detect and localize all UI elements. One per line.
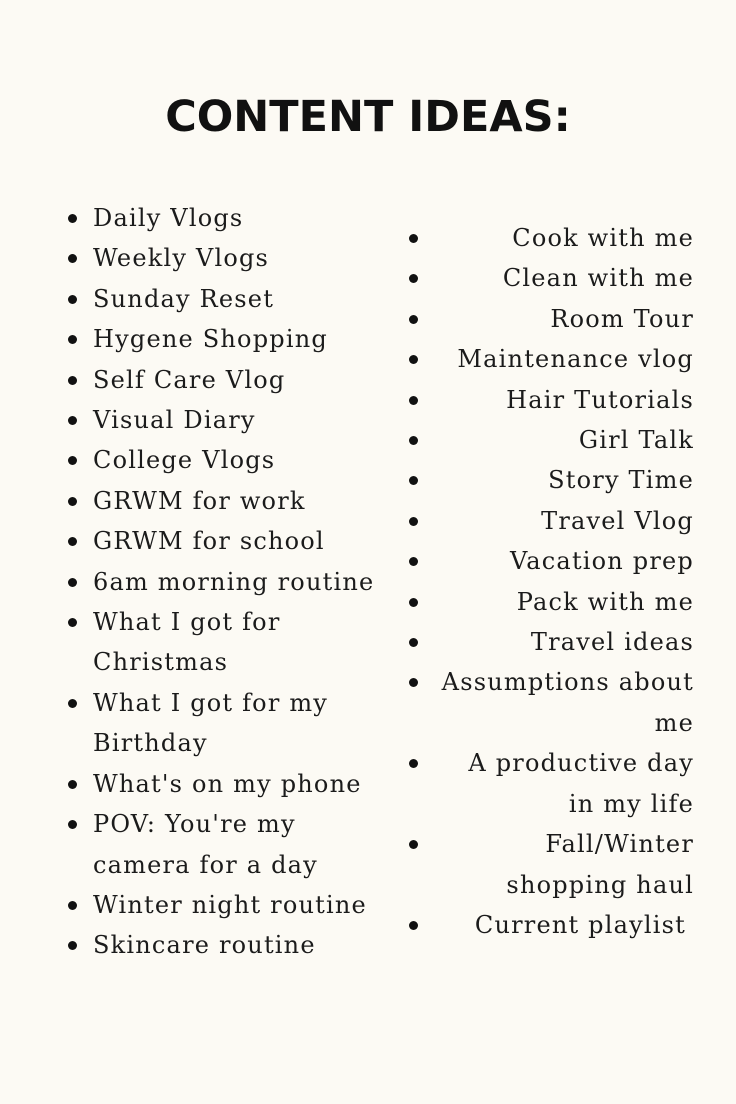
list-item	[405, 743, 694, 824]
list-item	[68, 319, 388, 359]
bullet-icon	[409, 517, 418, 526]
list-item	[405, 460, 694, 500]
list-item-text: Girl Talk	[578, 426, 694, 455]
list-item	[68, 400, 388, 440]
bullet-icon	[68, 376, 77, 385]
left-content-list	[68, 198, 388, 966]
bullet-icon	[68, 335, 77, 344]
bullet-icon	[409, 638, 418, 647]
list-item	[405, 662, 694, 743]
list-item	[68, 885, 388, 925]
bullet-icon	[409, 436, 418, 445]
list-item	[68, 925, 388, 965]
list-item-text: Winter night routine	[93, 890, 367, 919]
list-item-text: Self Care Vlog	[93, 365, 286, 394]
list-item-text: Vacation prep	[509, 547, 694, 576]
list-item-text: Cook with me	[512, 224, 694, 252]
bullet-icon	[409, 355, 418, 364]
bullet-icon	[68, 416, 77, 425]
list-item-text: Travel Vlog	[541, 506, 694, 535]
list-item	[405, 501, 694, 541]
list-item-text: Pack with me	[516, 587, 694, 616]
bullet-icon	[68, 901, 77, 910]
bullet-icon	[409, 396, 418, 405]
list-item-text: Fall/Winter shopping haul	[506, 830, 694, 899]
list-item-text: Assumptions about me	[441, 668, 694, 737]
bullet-icon	[68, 254, 77, 263]
list-item	[68, 804, 388, 885]
list-item	[68, 562, 388, 602]
bullet-icon	[68, 941, 77, 950]
list-item	[405, 258, 694, 298]
list-item-text: POV: You're my camera for a day	[93, 810, 318, 879]
bullet-icon	[68, 214, 77, 223]
list-item	[68, 683, 388, 764]
bullet-icon	[68, 295, 77, 304]
list-item	[68, 440, 388, 480]
list-item	[405, 622, 694, 662]
list-item-text: GRWM for school	[93, 527, 325, 556]
right-content-list	[405, 218, 694, 945]
list-item-text: Room Tour	[550, 304, 694, 333]
bullet-icon	[68, 618, 77, 627]
list-item-text: Clean with me	[502, 264, 694, 293]
list-item	[68, 360, 388, 400]
list-item-text: Hair Tutorials	[506, 385, 694, 414]
list-item-text: What I got for my Birthday	[93, 688, 329, 758]
bullet-icon	[68, 578, 77, 587]
bullet-icon	[409, 598, 418, 607]
list-item	[405, 218, 694, 258]
list-item	[68, 238, 388, 278]
list-item-text: Current playlist	[474, 910, 686, 939]
bullet-icon	[409, 234, 418, 243]
bullet-icon	[68, 497, 77, 506]
list-item-text: What's on my phone	[93, 769, 362, 798]
list-item	[405, 380, 694, 420]
list-item-text: Skincare routine	[93, 931, 316, 960]
bullet-icon	[409, 557, 418, 566]
list-item	[405, 582, 694, 622]
list-item	[405, 541, 694, 581]
bullet-icon	[68, 699, 77, 708]
bullet-icon	[68, 456, 77, 465]
list-item	[68, 198, 388, 238]
list-item-text: Travel ideas	[530, 628, 694, 657]
bullet-icon	[409, 315, 418, 324]
list-item-text: 6am morning routine	[93, 567, 375, 596]
list-item-text: Daily Vlogs	[93, 204, 244, 232]
bullet-icon	[409, 274, 418, 283]
list-item	[405, 905, 694, 945]
list-item	[68, 279, 388, 319]
bullet-icon	[409, 678, 418, 687]
list-item-text: Story Time	[548, 466, 694, 495]
list-item-text: A productive day in my life	[468, 749, 694, 818]
list-item	[405, 299, 694, 339]
bullet-icon	[409, 759, 418, 768]
list-item	[405, 824, 694, 905]
list-item	[68, 764, 388, 804]
list-item-text: Hygene Shopping	[93, 325, 328, 354]
bullet-icon	[409, 921, 418, 930]
list-item-text: Sunday Reset	[93, 284, 275, 313]
bullet-icon	[68, 537, 77, 546]
list-item	[68, 602, 388, 683]
list-item	[405, 339, 694, 379]
bullet-icon	[409, 476, 418, 485]
list-item	[405, 420, 694, 460]
list-item	[68, 521, 388, 561]
page-title: CONTENT IDEAS:	[165, 92, 571, 142]
list-item-text: Weekly Vlogs	[93, 244, 270, 273]
list-item-text: College Vlogs	[93, 446, 276, 475]
list-item-text: GRWM for work	[93, 486, 306, 515]
bullet-icon	[409, 840, 418, 849]
list-item-text: Maintenance vlog	[457, 345, 694, 374]
list-item-text: What I got for Christmas	[93, 608, 281, 677]
list-item-text: Visual Diary	[93, 406, 256, 435]
bullet-icon	[68, 780, 77, 789]
bullet-icon	[68, 820, 77, 829]
list-item	[68, 481, 388, 521]
